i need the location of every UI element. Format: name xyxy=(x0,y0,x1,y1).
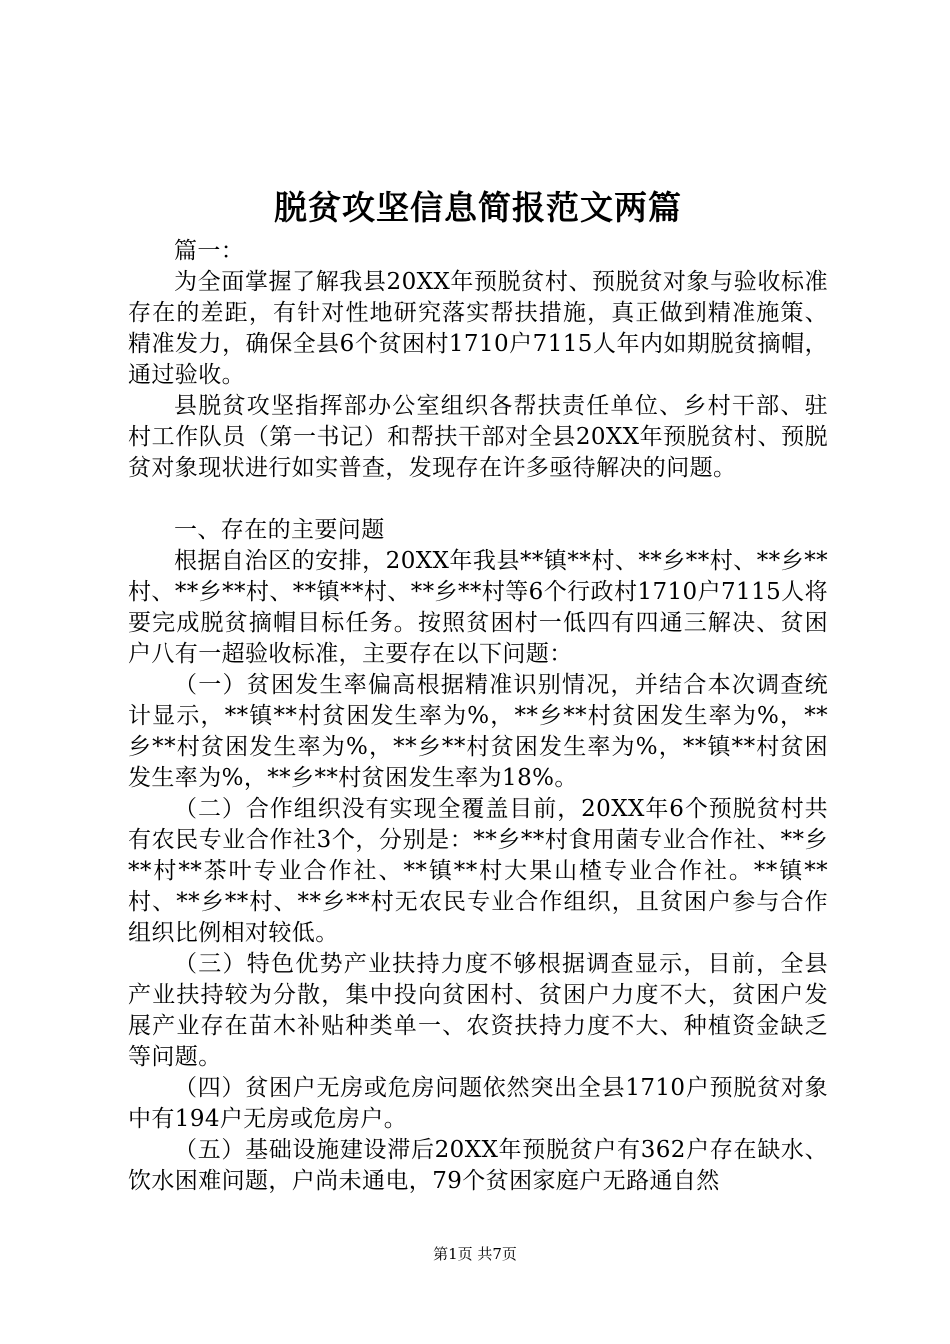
paragraph-survey: 县脱贫攻坚指挥部办公室组织各帮扶责任单位、乡村干部、驻村工作队员（第一书记）和帮扶干部对全县20XX年预脱贫村、预脱贫对象现状进行如实普查，发现存在许多亟待解决的问题。 xyxy=(128,393,828,481)
paragraph-problem-5: （五）基础设施建设滞后20XX年预脱贫户有362户存在缺水、饮水困难问题，户尚未通电，79个贫困家庭户无路通自然 xyxy=(128,1137,828,1194)
paragraph-problem-2: （二）合作组织没有实现全覆盖目前，20XX年6个预脱贫村共有农民专业合作社3个，分别是：**乡**村食用菌专业合作社、**乡**村**茶叶专业合作社、**镇**村大果山楂专业合作社。**镇**村、**乡**村、**乡**村无农民专业合作组织，且贫困户参与合作组织比例相对较低。 xyxy=(128,796,828,946)
page-footer: 第1页 共7页 xyxy=(433,1245,517,1263)
section-label-part-one: 篇一： xyxy=(174,238,245,264)
paragraph-problem-1: （一）贫困发生率偏高根据精准识别情况，并结合本次调查统计显示，**镇**村贫困发生率为%，**乡**村贫困发生率为%，**乡**村贫困发生率为%，**乡**村贫困发生率为%，**镇**村贫困发生率为%，**乡**村贫困发生率为18%。 xyxy=(128,672,828,791)
paragraph-problem-3: （三）特色优势产业扶持力度不够根据调查显示，目前，全县产业扶持较为分散，集中投向贫困村、贫困户力度不大，贫困户发展产业存在苗木补贴种类单一、农资扶持力度不大、种植资金缺乏等问题。 xyxy=(128,951,828,1070)
paragraph-arrangement: 根据自治区的安排，20XX年我县**镇**村、**乡**村、**乡**村、**乡**村、**镇**村、**乡**村等6个行政村1710户7115人将要完成脱贫摘帽目标任务。按照贫困村一低四有四通三解决、贫困户八有一超验收标准，主要存在以下问题： xyxy=(128,548,828,667)
document-title: 脱贫攻坚信息简报范文两篇 xyxy=(274,188,682,227)
paragraph-problem-4: （四）贫困户无房或危房问题依然突出全县1710户预脱贫对象中有194户无房或危房户。 xyxy=(128,1075,828,1132)
section-heading-main-problems: 一、存在的主要问题 xyxy=(174,517,385,543)
document-body xyxy=(128,236,828,1197)
paragraph-purpose: 为全面掌握了解我县20XX年预脱贫村、预脱贫对象与验收标准存在的差距，有针对性地研究落实帮扶措施，真正做到精准施策、精准发力，确保全县6个贫困村1710户7115人年内如期脱贫摘帽，通过验收。 xyxy=(128,269,828,388)
